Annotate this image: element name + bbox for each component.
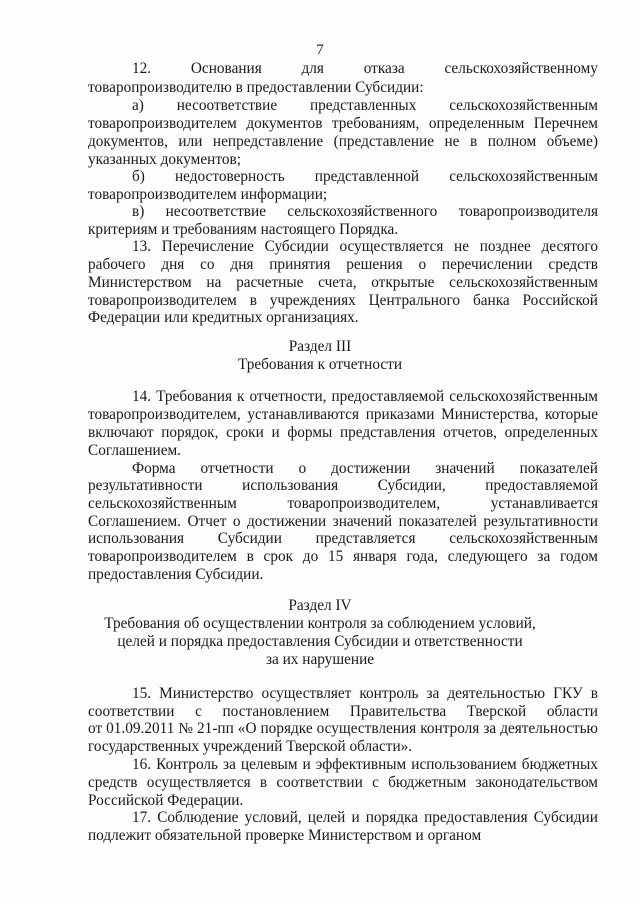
text-line [88,477,598,494]
word: недостоверность [174,168,285,185]
word: товаропроизводителем [88,292,237,309]
word: Субсидии [217,530,282,547]
text-line [88,406,598,423]
text-line [132,238,598,255]
word: за [537,548,551,565]
word: не [454,238,470,255]
page-number: 7 [316,42,324,58]
word: Российской [522,292,598,309]
word: принятия [269,256,331,273]
word: с [195,703,202,720]
word: сельскохозяйственному [444,60,598,77]
text-line: товаропроизводителю в предоставлении Субсидии: [88,79,424,96]
word: сельскохозяйственным [88,495,237,512]
word: к [237,388,245,405]
word: б) [132,168,145,185]
word: сельскохозяйственным [449,168,598,185]
word: о [298,460,307,477]
word: для [301,60,324,77]
word: определенным [428,115,525,132]
word: представленной [314,168,420,185]
word: использованием [411,756,517,773]
word: сроки [226,424,264,441]
word: рабочего [88,256,146,273]
word: Правительства [349,703,447,720]
word: в [259,774,268,791]
word: устанавливается [490,495,598,512]
word: открытые [371,274,435,291]
text-line [132,60,598,77]
word: 14. [132,388,152,405]
word: устанавливаются [247,406,360,423]
word: предоставляемой [331,388,445,405]
word: эффективным [315,756,407,773]
text-line [88,292,598,309]
text-line [88,495,598,512]
word: Субсидии, [377,477,446,494]
word: осуществляется [339,238,444,255]
word: Министерством [88,274,192,291]
text-line [88,774,598,791]
word: на [206,274,222,291]
word: средств [548,256,598,273]
word: деятельностью [447,685,546,702]
word: постановлением [222,703,330,720]
word: 01.09.2011 [106,720,175,737]
word: товаропроизводителем [88,548,237,565]
word: представления [339,424,436,441]
section-title: Требования к отчетности [237,356,403,373]
section-label: Раздел IV [288,597,352,614]
text-line [88,548,598,565]
word: сельскохозяйственным [449,388,598,405]
word: которые [545,406,598,423]
word: отчетов, [443,424,497,441]
word: решения [346,256,403,273]
word: представленных [309,97,417,114]
section-title: Требования об осуществлении контроля за соблюдением условий, [104,615,536,632]
text-line: критериям и требованиям настоящего Порядка. [88,221,399,238]
text-line: предоставления Субсидии. [88,566,264,583]
word: (представление [333,133,435,150]
word: ГКУ [553,685,583,702]
word: Субсидии [533,809,598,826]
word: результативности [88,477,203,494]
word: предоставляемой [485,477,598,494]
word: и [302,756,311,773]
text-line [132,388,598,405]
word: документов [246,115,323,132]
word: сельскохозяйственным [449,274,598,291]
word: десятого [541,238,598,255]
word: сельскохозяйственным [449,530,598,547]
text-line [88,703,598,720]
word: отчетности, [249,388,327,405]
word: следующего [447,548,528,565]
word: за [426,685,440,702]
word: несоответствие [176,97,278,114]
word: бюджетных [521,756,598,773]
word: 16. [132,756,152,773]
word: и [271,424,280,441]
section-label: Раздел III [288,338,352,355]
word: в [590,685,598,702]
word: и [351,809,360,826]
text-line [88,513,598,530]
word: использования [88,530,185,547]
word: показателей [398,513,477,530]
word: значений [435,460,495,477]
word: банка [472,292,510,309]
word: 15. [132,685,152,702]
word: Перечисление [161,238,254,255]
word: перечислении [441,256,533,273]
word: с [372,774,379,791]
word: объеме) [546,133,598,150]
word: порядке [260,720,313,737]
word: соответствии [276,774,363,791]
word: показателей [519,460,598,477]
word: года, [406,548,438,565]
word: в) [132,203,145,220]
text-line [88,115,598,132]
word: Контроль [156,756,219,773]
word: области [546,703,598,720]
text-line [132,97,598,114]
word: сельскохозяйственным [449,97,598,114]
word: в [246,548,254,565]
text-line: Федерации или кредитных организациях. [88,309,359,326]
text-line: товаропроизводителем информации; [88,186,328,203]
word: достижении [246,513,327,530]
word: предоставления [424,809,528,826]
word: № [178,720,194,737]
word: документов, [88,133,168,150]
word: контроль [359,685,419,702]
word: законодательством [475,774,598,791]
word: результативности [483,513,598,530]
word: счета, [318,274,357,291]
word: Министерство [159,685,254,702]
word: приказами [365,406,435,423]
text-line [132,756,598,773]
word: Центрального [368,292,461,309]
word: порядок, [161,424,219,441]
word: значений [332,513,393,530]
word: отчетности [200,460,274,477]
word: представляется [315,530,416,547]
text-line [88,256,598,273]
section-title: за их нарушение [265,651,375,668]
text-line [88,720,598,737]
word: 17. [132,809,152,826]
word: от [88,720,103,737]
text-line [132,460,598,477]
word: срок [263,548,294,565]
text-line: государственных учреждений Тверской области». [88,738,413,755]
word: Отчет [187,513,227,530]
word: порядка [365,809,419,826]
word: 21-пп [197,720,234,737]
word: Соблюдение [157,809,239,826]
word: несоответствие [165,203,267,220]
word: дня [230,256,254,273]
word: отказа [363,60,405,77]
word: целей [307,809,346,826]
text-line [88,530,598,547]
word: годом [559,548,598,565]
word: Форма [132,460,176,477]
text-line [88,274,598,291]
text-line [132,685,598,702]
word: деятельностью [500,720,598,737]
word: 12. [132,60,152,77]
text-line: Соглашением. [88,442,182,459]
text-line [132,809,598,826]
word: Основания [190,60,262,77]
word: товаропроизводителем, [88,406,241,423]
word: за [483,720,497,737]
text-line [88,133,598,150]
word: или [178,133,203,150]
word: в [469,133,478,150]
word: требованиям, [331,115,420,132]
word: расчетные [236,274,304,291]
text-line [132,168,598,185]
word: до [302,548,319,565]
text-line: подлежит обязательной проверке Министерством и органом [88,827,482,844]
text-line [132,203,598,220]
word: включают [88,424,154,441]
word: Перечнем [533,115,598,132]
section-title: целей и порядка предоставления Субсидии и ответственности [117,633,523,650]
word: товаропроизводителя [458,203,598,220]
word: 15 [327,548,344,565]
word: о [232,513,241,530]
word: января [353,548,397,565]
word: учреждениях [269,292,356,309]
word: определенных [504,424,598,441]
word: со [200,256,215,273]
word: формы [287,424,333,441]
word: дня [161,256,185,273]
word: Субсидии [264,238,329,255]
text-line: указанных документов; [88,151,241,168]
word: 13. [132,238,152,255]
word: позднее [479,238,531,255]
word: Тверской [466,703,527,720]
word: целевым [240,756,298,773]
word: «О [237,720,257,737]
word: осуществляет [261,685,352,702]
word: в [249,292,257,309]
word: непредставление [212,133,324,150]
word: полном [487,133,537,150]
word: достижении [331,460,411,477]
text-line: Российской Федерации. [88,792,244,809]
word: товаропроизводителем [88,115,237,132]
word: Требования [156,388,232,405]
word: контроля [420,720,480,737]
word: а) [132,97,144,114]
word: товаропроизводителем, [287,495,441,512]
word: осуществления [316,720,417,737]
word: о [418,256,427,273]
word: не [444,133,460,150]
word: соответствии [88,703,175,720]
word: сельскохозяйственного [287,203,438,220]
word: средств [88,774,138,791]
text-line [88,424,598,441]
word: Соглашением. [88,513,182,530]
word: осуществляется [146,774,251,791]
word: бюджетным [388,774,467,791]
word: Министерства, [441,406,539,423]
word: использования [242,477,339,494]
word: за [223,756,236,773]
word: условий, [244,809,302,826]
